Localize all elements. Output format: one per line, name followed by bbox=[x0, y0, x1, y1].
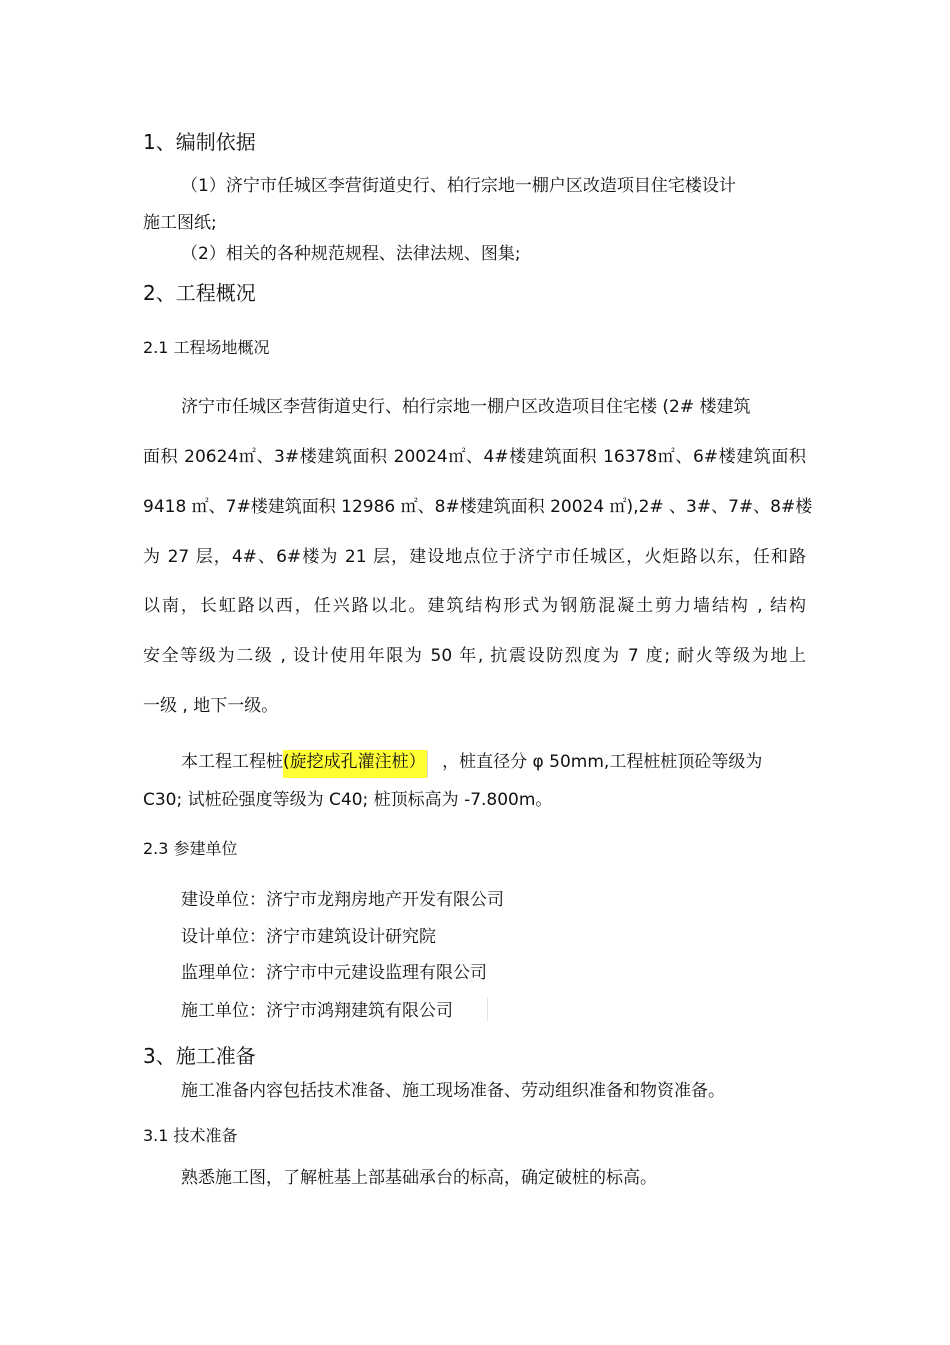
unit-supervisor: 监理单位：济宁市中元建设监理有限公司 bbox=[181, 963, 487, 983]
site-paragraph-line-6: 安全等级为二级 , 设计使用年限为 50 年, 抗震设防烈度为 7 度; 耐火等级为地上 bbox=[143, 646, 806, 666]
pile-prefix: 本工程工程桩 bbox=[181, 752, 283, 772]
pile-type-highlight: (旋挖成孔灌注桩） bbox=[283, 750, 428, 778]
site-paragraph-line-5: 以南，长虹路以西，任兴路以北。建筑结构形式为钢筋混凝土剪力墙结构 , 结构 bbox=[143, 596, 806, 616]
preparation-intro: 施工准备内容包括技术准备、施工现场准备、劳动组织准备和物资准备。 bbox=[181, 1081, 725, 1101]
site-paragraph-line-3: 9418 ㎡、7#楼建筑面积 12986 ㎡、8#楼建筑面积 20024 ㎡),2# 、3#、7#、8#楼 bbox=[143, 497, 813, 517]
subsection-2-1-heading: 2.1 工程场地概况 bbox=[143, 338, 270, 357]
pile-suffix: ，桩直径分 φ 50mm,工程桩桩顶砼等级为 bbox=[442, 752, 763, 772]
unit-contractor: 施工单位：济宁市鸿翔建筑有限公司 bbox=[181, 1001, 453, 1021]
subsection-3-1-heading: 3.1 技术准备 bbox=[143, 1126, 238, 1145]
site-paragraph-line-2: 面积 20624㎡、3#楼建筑面积 20024㎡、4#楼建筑面积 16378㎡、6#楼建筑面积 bbox=[143, 447, 806, 467]
site-paragraph-line-4: 为 27 层，4#、6#楼为 21 层，建设地点位于济宁市任城区，火炬路以东，任和路 bbox=[143, 547, 806, 567]
pile-paragraph-line-2: C30; 试桩砼强度等级为 C40; 桩顶标高为 -7.800m。 bbox=[143, 790, 553, 810]
section-1-heading: 1、编制依据 bbox=[143, 130, 256, 154]
basis-item-1-line-1: （1）济宁市任城区李营街道史行、柏行宗地一棚户区改造项目住宅楼设计 bbox=[181, 176, 736, 196]
site-paragraph-line-7: 一级 , 地下一级。 bbox=[143, 696, 279, 716]
basis-item-2: （2）相关的各种规范规程、法律法规、图集; bbox=[181, 244, 521, 264]
unit-owner: 建设单位：济宁市龙翔房地产开发有限公司 bbox=[181, 890, 504, 910]
technical-preparation-text: 熟悉施工图，了解桩基上部基础承台的标高，确定破桩的标高。 bbox=[181, 1168, 657, 1188]
site-paragraph-line-1: 济宁市任城区李营街道史行、柏行宗地一棚户区改造项目住宅楼 (2# 楼建筑 bbox=[181, 397, 751, 417]
section-2-heading: 2、工程概况 bbox=[143, 281, 256, 305]
pile-paragraph-line-1 bbox=[181, 750, 762, 774]
unit-designer: 设计单位：济宁市建筑设计研究院 bbox=[181, 927, 436, 947]
section-3-heading: 3、施工准备 bbox=[143, 1044, 256, 1068]
subsection-2-3-heading: 2.3 参建单位 bbox=[143, 839, 238, 858]
table-border-remnant bbox=[487, 997, 488, 1021]
basis-item-1-line-2: 施工图纸; bbox=[143, 213, 217, 233]
